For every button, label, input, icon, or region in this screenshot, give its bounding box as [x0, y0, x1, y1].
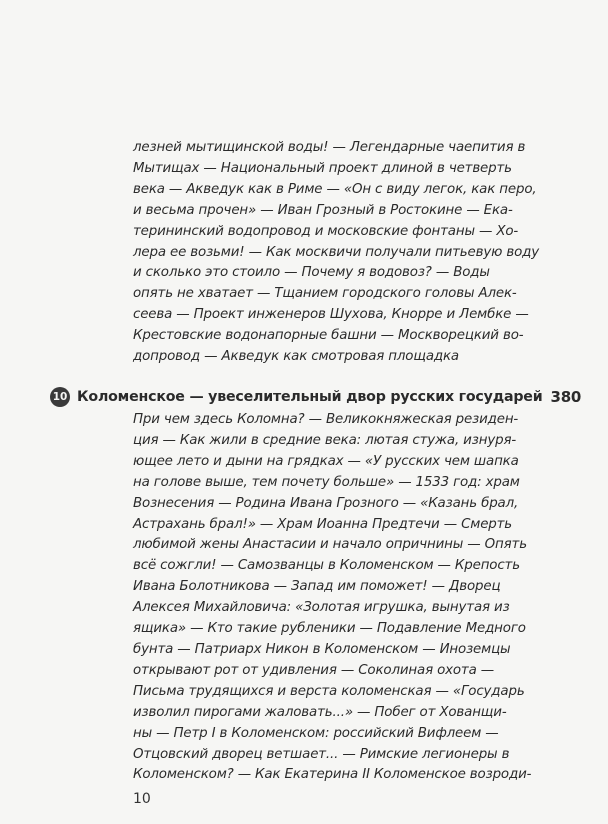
- contents-line: Крестовские водонапорные башни — Москворецкий во-: [133, 328, 524, 344]
- contents-line: бунта — Патриарх Никон в Коломенском — Иноземцы: [133, 641, 511, 657]
- contents-line: открывают рот от удивления — Соколиная охота —: [133, 662, 494, 678]
- contents-line: Алексея Михайловича: «Золотая игрушка, вынутая из: [133, 600, 510, 616]
- chapter-contents: [133, 410, 532, 786]
- contents-line: Астрахань брал!» — Храм Иоанна Предтечи — Смерть: [133, 516, 513, 532]
- contents-line: ны — Петр I в Коломенском: российский Вифлеем —: [133, 725, 499, 741]
- contents-line: терининский водопровод и московские фонтаны — Хо-: [133, 223, 519, 239]
- chapter-title: Коломенское — увеселительный двор русских государей: [77, 389, 543, 405]
- contents-line: и сколько это стоило — Почему я водовоз? — Воды: [133, 265, 490, 281]
- contents-line: ющее лето и дыни на грядках — «У русских чем шапка: [133, 453, 519, 469]
- contents-line: Коломенском? — Как Екатерина II Коломенское возроди-: [133, 767, 532, 783]
- contents-line: ящика» — Кто такие рубленики — Подавление Медного: [133, 621, 526, 637]
- contents-line: лезней мытищинской воды! — Легендарные чаепития в: [133, 140, 526, 155]
- contents-line: опять не хватает — Тщанием городского головы Алек-: [133, 286, 517, 302]
- page-number: 10: [133, 791, 151, 807]
- contents-line: на голове выше, тем почету больше» — 1533 год: храм: [133, 474, 520, 490]
- contents-line: и весьма прочен» — Иван Грозный в Ростокине — Ека-: [133, 202, 513, 218]
- chapter-page-number: 380: [550, 388, 582, 406]
- previous-chapter-contents: [133, 138, 540, 368]
- contents-line: Ивана Болотникова — Запад им поможет! — Дворец: [133, 579, 501, 595]
- contents-line: Вознесения — Родина Ивана Грозного — «Казань брал,: [133, 495, 519, 511]
- chapter-number-badge: 10: [50, 387, 70, 407]
- contents-line: При чем здесь Коломна? — Великокняжеская резиден-: [133, 412, 519, 427]
- contents-line: лера ее возьми! — Как москвичи получали питьевую воду: [133, 244, 540, 260]
- contents-line: Отцовский дворец ветшает... — Римские легионеры в: [133, 746, 510, 762]
- contents-line: изволил пирогами жаловать...» — Побег от Хованщи-: [133, 704, 507, 720]
- contents-line: допровод — Акведук как смотровая площадка: [133, 349, 459, 365]
- contents-line: сеева — Проект инженеров Шухова, Кнорре и Лембке —: [133, 307, 529, 323]
- contents-line: всё сожгли! — Самозванцы в Коломенском — Крепость: [133, 558, 520, 574]
- contents-line: Мытищах — Национальный проект длиной в четверть: [133, 160, 512, 176]
- contents-line: ция — Как жили в средние века: лютая стужа, изнуря-: [133, 432, 517, 448]
- contents-line: любимой жены Анастасии и начало опричнины — Опять: [133, 537, 527, 553]
- chapter-heading: [50, 386, 580, 408]
- contents-line: века — Акведук как в Риме — «Он с виду легок, как перо,: [133, 181, 537, 197]
- contents-line: Письма трудящихся и верста коломенская — «Государь: [133, 683, 525, 699]
